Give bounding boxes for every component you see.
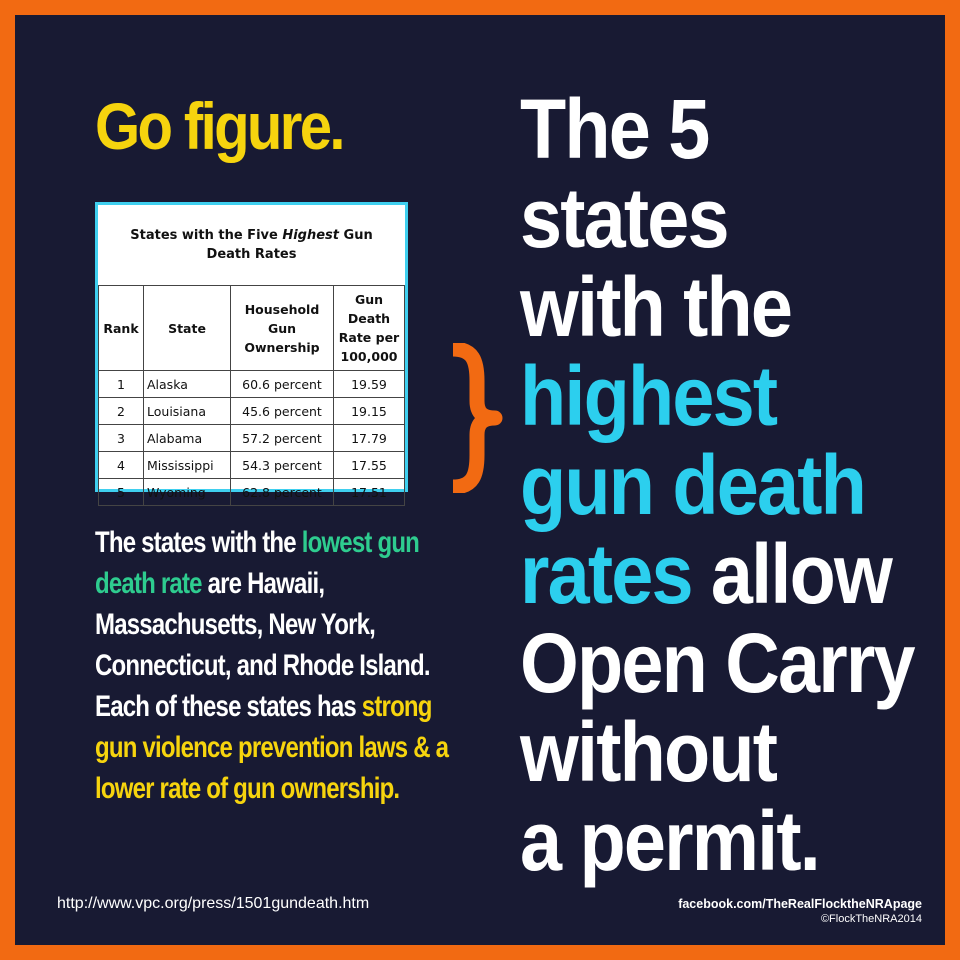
cell-rank: 1 xyxy=(99,371,144,398)
cell-state: Wyoming xyxy=(144,479,231,506)
copyright-credit: ©FlockTheNRA2014 xyxy=(820,913,922,925)
lowest-rate-paragraph xyxy=(95,522,463,809)
headline: Go figure. xyxy=(95,89,343,163)
statement-line: a permit. xyxy=(520,794,819,888)
statement-line-highlight: highest xyxy=(520,349,777,443)
cell-rank: 2 xyxy=(99,398,144,425)
table-row xyxy=(99,371,405,398)
statement-highlight-word: rates xyxy=(520,527,692,621)
paragraph-lowest-highlight: lowest gun death rate xyxy=(95,526,420,600)
cell-rank: 5 xyxy=(99,479,144,506)
table-header-row xyxy=(99,286,405,371)
cell-state: Alabama xyxy=(144,425,231,452)
gun-death-table xyxy=(98,205,405,506)
cell-ownership: 54.3 percent xyxy=(231,452,334,479)
credit xyxy=(678,897,922,927)
cell-ownership: 45.6 percent xyxy=(231,398,334,425)
paragraph-laws-highlight: strong gun violence prevention laws & a lower rate of gun ownership. xyxy=(95,690,449,805)
table-caption xyxy=(99,205,405,286)
cell-rate: 17.55 xyxy=(334,452,405,479)
table-caption-start: States with the Five xyxy=(130,228,283,243)
poster xyxy=(15,15,945,945)
cell-ownership: 62.8 percent xyxy=(231,479,334,506)
paragraph-states: are Hawaii, Massachusetts, New York, Connecticut, and Rhode Island. Each of these states has xyxy=(95,567,430,723)
statement-line: Open Carry xyxy=(520,616,914,710)
cell-rate: 19.59 xyxy=(334,371,405,398)
table-row xyxy=(99,425,405,452)
cell-rate: 19.15 xyxy=(334,398,405,425)
col-header-state: State xyxy=(144,286,231,371)
cell-ownership: 60.6 percent xyxy=(231,371,334,398)
table-row xyxy=(99,452,405,479)
col-header-ownership: Household Gun Ownership xyxy=(231,286,334,371)
source-link[interactable]: http://www.vpc.org/press/1501gundeath.htm xyxy=(57,895,370,912)
cell-rate: 17.79 xyxy=(334,425,405,452)
statement-line: without xyxy=(520,705,777,799)
data-table-container xyxy=(95,202,408,500)
statement-line-highlight: gun death xyxy=(520,438,865,532)
table-caption-emphasis: Highest xyxy=(282,228,340,243)
facebook-credit: facebook.com/TheRealFlocktheNRApage xyxy=(678,897,922,911)
cell-rank: 3 xyxy=(99,425,144,452)
statement-line: The 5 xyxy=(520,82,709,176)
statement-line xyxy=(520,527,914,621)
paragraph-intro: The states with the xyxy=(95,526,302,559)
cell-rank: 4 xyxy=(99,452,144,479)
col-header-rank: Rank xyxy=(99,286,144,371)
main-statement xyxy=(520,82,914,888)
statement-line-rest: allow xyxy=(691,527,891,621)
table-caption-end: Gun Death Rates xyxy=(206,228,373,262)
cell-state: Mississippi xyxy=(144,452,231,479)
table-row xyxy=(99,479,405,506)
statement-line: states xyxy=(520,171,728,265)
right-brace-icon xyxy=(443,343,503,493)
cell-state: Louisiana xyxy=(144,398,231,425)
col-header-rate: Gun Death Rate per 100,000 xyxy=(334,286,405,371)
cell-state: Alaska xyxy=(144,371,231,398)
cell-ownership: 57.2 percent xyxy=(231,425,334,452)
table-row xyxy=(99,398,405,425)
statement-line: with the xyxy=(520,260,792,354)
cell-rate: 17.51 xyxy=(334,479,405,506)
